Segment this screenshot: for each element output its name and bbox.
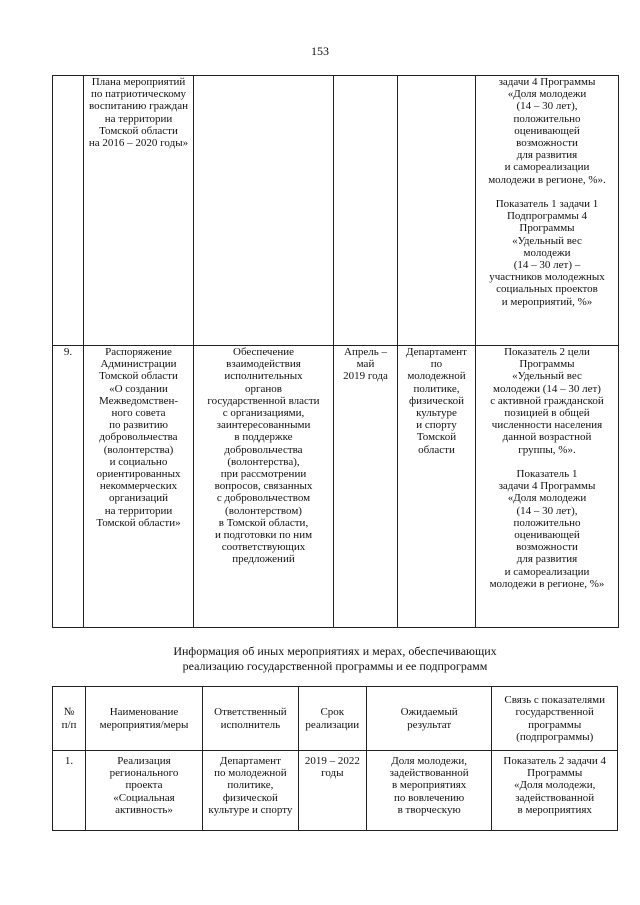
purpose: Обеспечение взаимодействия исполнительных органов государственной власти с организациями, заинтересованными в поддержке добровольчества (волонтерства), при рассмотрении вопросов, связанных с добровольчеством (волонтерством) в Томской области, и подготовки по ним соответствующих предложений (194, 346, 334, 628)
document-name: Распоряжение Администрации Томской области «О создании Межведомствен- ного совета по развитию добровольчества (волонтерства) и социально ориентированных некоммерческих организаций на территории Томской области» (84, 346, 194, 628)
page-number: 153 (311, 44, 329, 58)
document-name: Плана мероприятий по патриотическому воспитанию граждан на территории Томской области на 2016 – 2020 годы» (84, 76, 194, 346)
executor (398, 76, 476, 346)
column-header: Ответственный исполнитель (203, 687, 299, 751)
executor: Департамент по молодежной политике, физической культуре и спорту (203, 751, 299, 831)
term (334, 76, 398, 346)
indicator-link: задачи 4 Программы «Доля молодежи (14 – 30 лет), положительно оценивающей возможности для развития и самореализации молодежи в регионе, %». Показатель 1 задачи 1 Подпрограммы 4 Программы «Удельный вес молодежи (14 – 30 лет) – участников молодежных социальных проектов и мероприятий, %» (476, 76, 619, 346)
table-row (53, 751, 618, 831)
expected-result: Доля молодежи, задействованной в мероприятиях по вовлечению в творческую (366, 751, 492, 831)
term: 2019 – 2022 годы (298, 751, 366, 831)
term: Апрель – май 2019 года (334, 346, 398, 628)
measures-table (52, 75, 619, 628)
table-row (53, 346, 619, 628)
row-number: 1. (53, 751, 86, 831)
table-header-row (53, 687, 618, 751)
column-header: Срок реализации (298, 687, 366, 751)
other-measures-table (52, 686, 618, 831)
row-number (53, 76, 84, 346)
indicator-link: Показатель 2 цели Программы «Удельный вес молодежи (14 – 30 лет) с активной гражданской позицией в общей численности населения данной возрастной группы, %». Показатель 1 задачи 4 Программы «Доля молодежи (14 – 30 лет), положительно оценивающей возможности для развития и самореализации молодежи в регионе, %» (476, 346, 619, 628)
column-header: № п/п (53, 687, 86, 751)
indicator-link: Показатель 2 задачи 4 Программы «Доля молодежи, задействованной в мероприятиях (492, 751, 618, 831)
column-header: Наименование мероприятия/меры (85, 687, 202, 751)
column-header: Ожидаемый результат (366, 687, 492, 751)
row-number: 9. (53, 346, 84, 628)
measure-name: Реализация регионального проекта «Социальная активность» (85, 751, 202, 831)
table-row (53, 76, 619, 346)
executor: Департамент по молодежной политике, физической культуре и спорту Томской области (398, 346, 476, 628)
purpose (194, 76, 334, 346)
column-header: Связь с показателями государственной программы (подпрограммы) (492, 687, 618, 751)
section-title: Информация об иных мероприятиях и мерах, обеспечивающих реализацию государственной программы и ее подпрограмм (173, 644, 497, 673)
